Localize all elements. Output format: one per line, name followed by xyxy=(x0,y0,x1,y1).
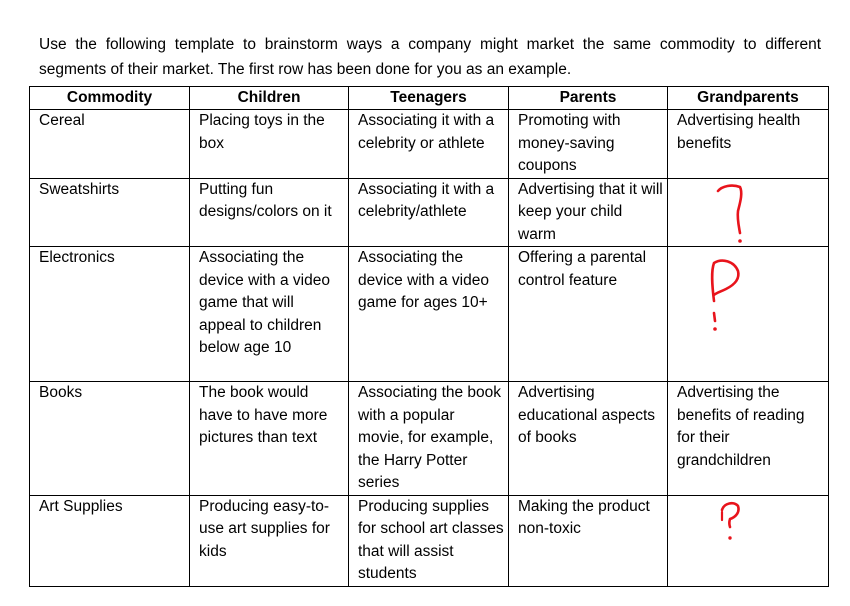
cell-teenagers: Producing supplies for school art classes that will assist students xyxy=(349,495,509,586)
question-mark-icon xyxy=(704,255,748,335)
cell-children: Producing easy-to-use art supplies for kids xyxy=(190,495,349,586)
table-row xyxy=(30,495,829,586)
table-header-row xyxy=(30,87,829,110)
table-row xyxy=(30,178,829,247)
cell-parents: Making the product non-toxic xyxy=(509,495,668,586)
table-row xyxy=(30,382,829,496)
table-row xyxy=(30,110,829,179)
cell-teenagers: Associating it with a celebrity/athlete xyxy=(349,178,509,247)
question-mark-icon xyxy=(716,498,746,544)
cell-grandparents-empty xyxy=(668,247,829,382)
cell-grandparents-empty xyxy=(668,495,829,586)
cell-grandparents-empty xyxy=(668,178,829,247)
marketing-template-table xyxy=(29,86,829,587)
cell-commodity: Books xyxy=(30,382,190,496)
cell-children: Associating the device with a video game that will appeal to children below age 10 xyxy=(190,247,349,382)
cell-teenagers: Associating it with a celebrity or athlete xyxy=(349,110,509,179)
cell-commodity: Electronics xyxy=(30,247,190,382)
cell-parents: Advertising educational aspects of books xyxy=(509,382,668,496)
cell-teenagers: Associating the device with a video game for ages 10+ xyxy=(349,247,509,382)
header-teenagers: Teenagers xyxy=(349,87,509,110)
cell-grandparents: Advertising the benefits of reading for their grandchildren xyxy=(668,382,829,496)
header-children: Children xyxy=(190,87,349,110)
header-parents: Parents xyxy=(509,87,668,110)
instructions-text: Use the following template to brainstorm ways a company might market the same commodity to different segments of their market. The first row has been done for you as an example. xyxy=(39,35,821,78)
header-commodity: Commodity xyxy=(30,87,190,110)
cell-parents: Promoting with money-saving coupons xyxy=(509,110,668,179)
cell-grandparents: Advertising health benefits xyxy=(668,110,829,179)
cell-commodity: Art Supplies xyxy=(30,495,190,586)
cell-parents: Offering a parental control feature xyxy=(509,247,668,382)
header-grandparents: Grandparents xyxy=(668,87,829,110)
cell-teenagers: Associating the book with a popular movie, for example, the Harry Potter series xyxy=(349,382,509,496)
cell-parents: Advertising that it will keep your child warm xyxy=(509,178,668,247)
cell-children: Placing toys in the box xyxy=(190,110,349,179)
cell-children: Putting fun designs/colors on it xyxy=(190,178,349,247)
question-mark-icon xyxy=(712,181,752,245)
cell-children: The book would have to have more pictures than text xyxy=(190,382,349,496)
table-row xyxy=(30,247,829,382)
cell-commodity: Cereal xyxy=(30,110,190,179)
cell-commodity: Sweatshirts xyxy=(30,178,190,247)
